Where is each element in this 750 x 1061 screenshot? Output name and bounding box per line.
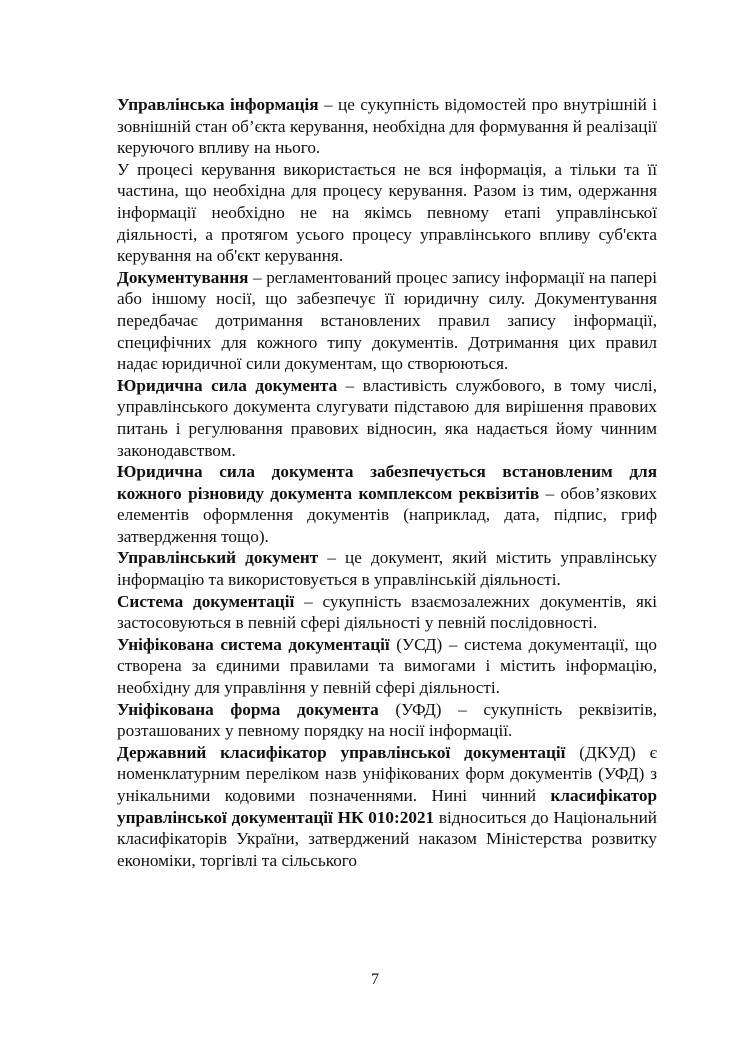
term: Уніфікована форма документа [117, 699, 379, 719]
paragraph-management-information [117, 94, 657, 159]
definition: – обов’язкових елементів оформлення документів (наприклад, дата, підпис, гриф затвердження тощо). [117, 483, 657, 546]
paragraph-legal-force-requisites [117, 461, 657, 547]
paragraph-legal-force [117, 375, 657, 461]
term: Управлінський документ [117, 548, 319, 568]
paragraph-unified-documentation-system [117, 634, 657, 699]
definition: – властивість службового, в тому числі, управлінського документа слугувати підставою для вирішення правових питань і регулювання правових відносин, яка надається йому чинним законодавством. [117, 375, 657, 460]
term: Уніфікована система документації [117, 634, 390, 654]
term: Управлінська інформація [117, 95, 319, 114]
definition: – це документ, який містить управлінську інформацію та використовується в управлінській діяльності. [117, 548, 657, 590]
page-number: 7 [371, 971, 379, 988]
definition: (ДКУД) є номенклатурним переліком назв уніфікованих форм документів (УФД) з унікальними кодовими позначеннями. Нині чинний [117, 742, 658, 805]
definition: – це сукупність відомостей про внутрішній і зовнішній стан об’єкта керування, необхідна для формування й реалізації керуючого впливу на нього. [117, 95, 657, 158]
definition: – регламентований процес запису інформації на папері або іншому носії, що забезпечує її юридичну силу. Документування передбачає дотримання встановлених правил запису інформації, специфічних для кожного типу документів. Дотримання цих правил надає юридичної сили документам, що створюються. [117, 267, 657, 374]
paragraph-documentation-system [117, 591, 657, 634]
definition: (УСД) – система документації, що створена за єдиними правилами та вимогами і містить інформацію, необхідну для управління у певній сфері діяльності. [117, 634, 658, 698]
term: Юридична сила документа [117, 375, 338, 395]
term: Система документації [117, 591, 295, 611]
paragraph-management-process [117, 159, 657, 267]
body-text: У процесі керування використається не вся інформація, а тільки та її частина, що необхідна для процесу керування. Разом із тим, одержання інформації необхідно не на якімсь певному етапі управлінської діяльності, а протягом усього процесу управлінського впливу суб'єкта керування на об'єкт керування. [117, 159, 657, 266]
definition: – сукупність взаємозалежних документів, які застосовуються в певній сфері діяльності у певній послідовності. [117, 591, 657, 633]
term: Юридична сила документа забезпечується встановленим для кожного різновиду документа комплексом реквізитів [117, 462, 657, 503]
term: класифікатор управлінської документації НК 010:2021 [117, 786, 657, 827]
definition: відноситься до Національний класифікаторів України, затверджений наказом Міністерства розвитку економіки, торгівлі та сільського [117, 807, 657, 870]
term: Документування [117, 267, 249, 287]
paragraph-management-document [117, 547, 657, 590]
paragraph-documenting [117, 267, 657, 375]
definition: (УФД) – сукупність реквізитів, розташованих у певному порядку на носії інформації. [117, 699, 657, 741]
term: Державний класифікатор управлінської документації [117, 742, 566, 762]
paragraph-unified-document-form [117, 699, 657, 742]
paragraph-state-classifier [117, 742, 657, 872]
document-page [117, 94, 657, 871]
